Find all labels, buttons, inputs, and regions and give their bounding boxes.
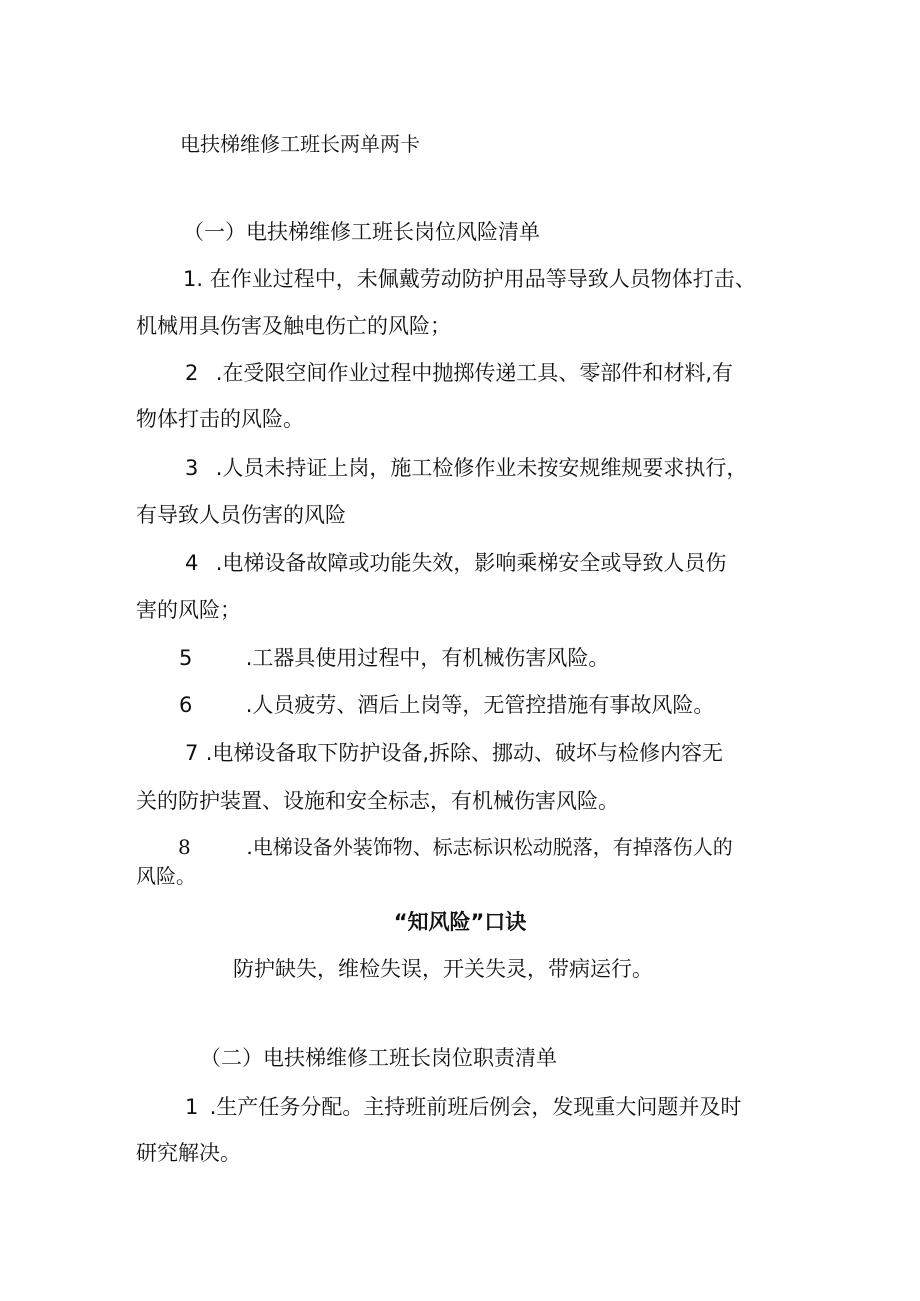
risk-item-6 — [179, 692, 714, 718]
risk-item-1-cont: 机械用具伤害及触电伤亡的风险； — [136, 314, 451, 338]
risk-item-5-text: .工器具使用过程中，有机械伤害风险。 — [245, 646, 610, 670]
duty-item-1 — [185, 1094, 741, 1120]
risk-item-2-number: 2 — [185, 361, 199, 385]
risk-item-3-text: .人员未持证上岗，施工检修作业未按安规维规要求执行， — [215, 456, 748, 480]
risk-item-7-text: .电梯设备取下防护设备,拆除、挪动、破坏与检修内容无 — [205, 741, 724, 765]
slogan-text: 防护缺失，维检失误，开关失灵，带病运行。 — [233, 957, 653, 981]
risk-item-4-text: .电梯设备故障或功能失效，影响乘梯安全或导致人员伤 — [215, 551, 727, 575]
duty-item-1-cont: 研究解决。 — [136, 1141, 241, 1165]
risk-item-4-cont: 害的风险； — [136, 598, 241, 622]
risk-item-4-number: 4 — [185, 551, 199, 575]
risk-item-2-cont: 物体打击的风险。 — [136, 407, 304, 431]
risk-item-8-number: 8 — [178, 835, 191, 859]
risk-item-2-text: .在受限空间作业过程中抛掷传递工具、零部件和材料,有 — [215, 361, 734, 385]
risk-item-5-number: 5 — [179, 646, 193, 670]
risk-item-1-text: 在作业过程中，未佩戴劳动防护用品等导致人员物体打击、 — [209, 267, 756, 291]
slogan-title: “知风险”口诀 — [393, 910, 527, 934]
risk-item-5 — [179, 645, 609, 671]
risk-item-7-cont: 关的防护装置、设施和安全标志，有机械伤害风险。 — [136, 789, 619, 813]
section2-heading: （二）电扶梯维修工班长岗位职责清单 — [200, 1046, 557, 1070]
risk-item-6-text: .人员疲劳、酒后上岗等，无管控措施有事故风险。 — [245, 693, 715, 717]
risk-item-1 — [183, 266, 756, 292]
duty-item-1-text: .生产任务分配。主持班前班后例会，发现重大问题并及时 — [209, 1095, 742, 1119]
risk-item-7 — [185, 740, 723, 766]
risk-item-8-text: .电梯设备外装饰物、标志标识松动脱落，有掉落伤人的 — [246, 835, 733, 859]
risk-item-3-cont: 有导致人员伤害的风险 — [136, 503, 346, 527]
risk-item-7-number: 7 — [185, 741, 199, 765]
section1-heading: （一）电扶梯维修工班长岗位风险清单 — [183, 220, 540, 244]
risk-item-6-number: 6 — [179, 693, 193, 717]
risk-item-1-number: 1. — [183, 267, 204, 291]
risk-item-4 — [185, 550, 726, 576]
doc-title: 电扶梯维修工班长两单两卡 — [180, 132, 420, 156]
risk-item-8-cont: 风险。 — [136, 864, 196, 888]
risk-item-3-number: 3 — [185, 456, 199, 480]
duty-item-1-number: 1 — [185, 1095, 199, 1119]
risk-item-2 — [185, 360, 733, 386]
risk-item-8 — [178, 835, 733, 859]
risk-item-3 — [185, 455, 747, 481]
